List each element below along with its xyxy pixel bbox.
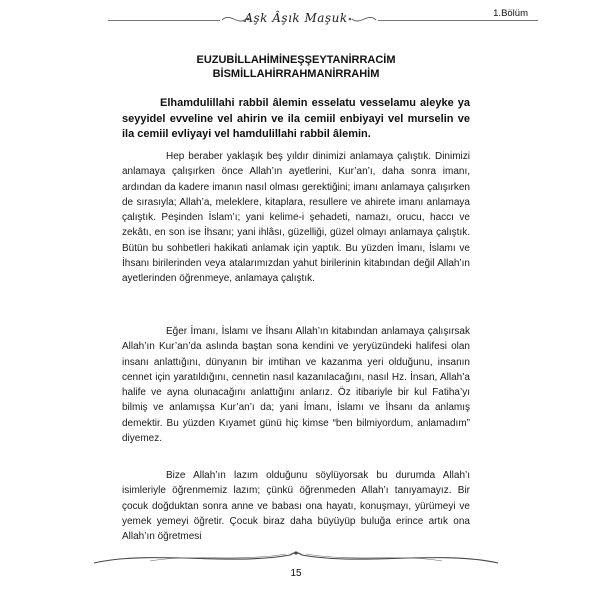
opening-prayer: Elhamdulillahi rabbil âlemin esselatu vesselamu aleyke ya seyyidel evveline vel ahirin ve ila cemiil enbiyayi vel murselin ve ila cemiil evliyayi vel hamdulillahi rabbil âlemin. bbox=[122, 97, 470, 140]
paragraph-text: Hep beraber yaklaşık beş yıldır dinimizi anlamaya çalıştık. Dinimizi anlamaya çalışırken önce Allah’ın ayetlerini, Kur’an’ı, daha sonra imanı, ardından da kadere imanın nasıl olması gerektiğini; imanı anlamaya çalışırken de sırasıyla; Allah’a, meleklere, kitaplara, resullere ve ahirete imanı anlamaya çalıştık. Peşinden İslam’ı; yani kelime-i şehadeti, namazı, orucu, haccı ve zekâtı, en son ise İhsanı; yani ihlâsı, güzelliği, güzel olmayı anlamaya çalıştık. Bütün bu sohbetleri hakikati anlamak için yaptık. Bu yüzden İmanı, İslamı ve İhsanı birilerinden veya atalarımızdan yahut birilerinin kitabından değil Allah’ın ayetlerinden öğrenmeye, anlamaya çalıştık. bbox=[122, 151, 470, 285]
invocation-line-2: BİSMİLLAHİRRAHMANİRRAHİM bbox=[212, 68, 380, 80]
paragraph-text: Bize Allah’ın lazım olduğunu söylüyorsak bu durumda Allah’ı isimleriyle öğrenmemiz lazım; çünkü öğrenmeden Allah’ı tanıyamayız. Bir çocuk doğduktan sonra anne ve babası ona hayatı, konuşmayı, yürümeyi ve yemek yemeyi öğretir. Çocuk biraz daha büyüyüp buluğa erince artık ona Allah’ın öğretmesi bbox=[122, 470, 470, 543]
book-title: Aşk Âşık Maşuk bbox=[244, 11, 348, 25]
body-paragraph-1 bbox=[122, 149, 470, 287]
page-number: 15 bbox=[290, 568, 302, 579]
opening-invocation bbox=[124, 53, 468, 81]
body-paragraph-3 bbox=[122, 468, 470, 544]
footer-flourish-icon bbox=[90, 546, 502, 568]
invocation-line-1: EUZUBİLLAHİMİNEŞŞEYTANİRRACİM bbox=[196, 54, 396, 66]
paragraph-text: Eğer İmanı, İslamı ve İhsanı Allah’ın kitabından anlamaya çalışırsak Allah’ın Kur’an’da aslında baştan sona kendini ve yeryüzündeki halifesi olan insanı anlattığını, dünyanın bir imtihan ve kazanma yeri olduğunu, insanın cennet için yaratıldığını, cennetin nasıl kazanılacağını, nasıl Hz. İnsan, Allah’a halife ve ayna olunacağını anlattığını anlarız. Öz itibariyle bir kul Fatiha’yı bilmiş ve anlamışsa Kur’an’ı da; yani İmanı, İslamı ve İhsanı da anlamış demektir. Bu yüzden Kıyamet günü hiç kimse “ben bilmiyordum, anlamadım” diyemez. bbox=[122, 326, 470, 445]
chapter-label: 1.Bölüm bbox=[493, 8, 528, 19]
body-paragraph-2 bbox=[122, 324, 470, 446]
